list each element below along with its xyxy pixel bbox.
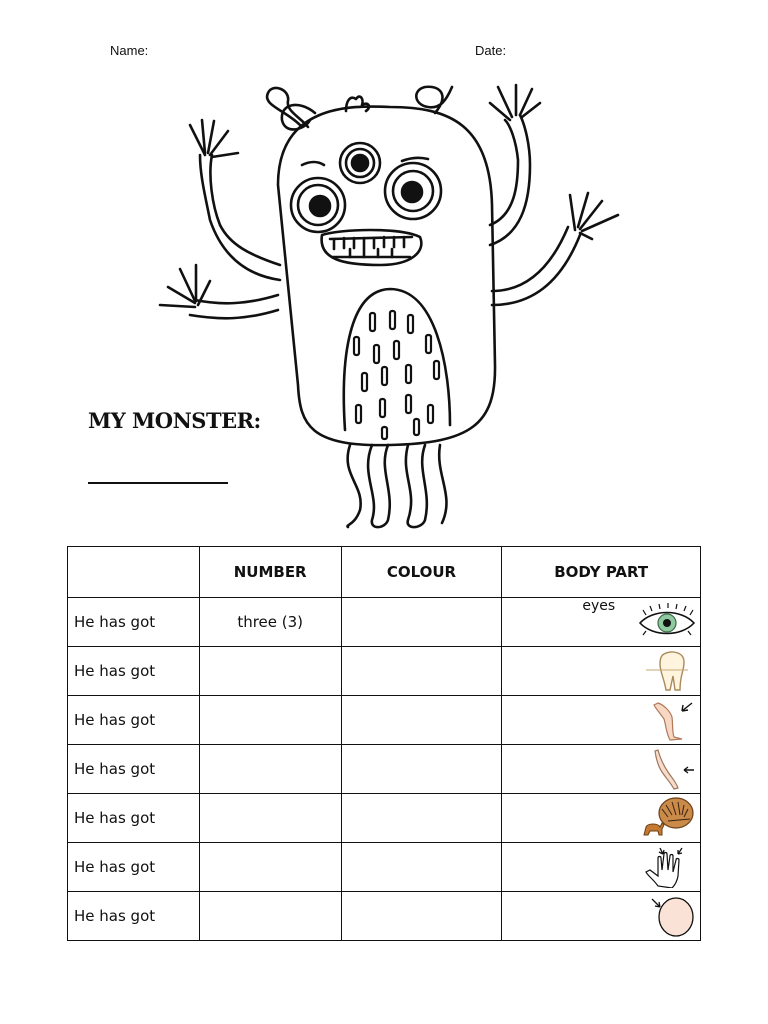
colour-cell[interactable] (341, 647, 502, 696)
leg-icon (638, 699, 696, 741)
number-cell[interactable] (199, 794, 341, 843)
body-part-cell[interactable] (502, 647, 701, 696)
table-row (68, 843, 701, 892)
table-row (68, 794, 701, 843)
row-label: He has got (68, 647, 200, 696)
colour-cell[interactable] (341, 598, 502, 647)
colour-cell[interactable] (341, 696, 502, 745)
body-part-text: eyes (582, 598, 616, 614)
colour-cell[interactable] (341, 794, 502, 843)
header-colour: COLOUR (341, 547, 502, 598)
head-icon (638, 895, 696, 937)
row-label: He has got (68, 843, 200, 892)
monster-illustration (150, 65, 630, 535)
tooth-icon (638, 650, 696, 692)
eye-icon (638, 601, 696, 643)
fur-icon (638, 797, 696, 839)
body-part-cell[interactable] (502, 892, 701, 941)
header-number: NUMBER (199, 547, 341, 598)
table-row (68, 745, 701, 794)
number-cell[interactable] (199, 843, 341, 892)
body-part-cell[interactable] (502, 843, 701, 892)
body-part-cell[interactable] (502, 794, 701, 843)
table-row (68, 696, 701, 745)
monster-name-line (88, 482, 228, 484)
number-cell[interactable] (199, 745, 341, 794)
date-label: Date: (475, 43, 507, 58)
number-cell[interactable] (199, 647, 341, 696)
row-label: He has got (68, 794, 200, 843)
body-parts-table (67, 546, 701, 941)
name-label: Name: (110, 43, 149, 58)
number-cell[interactable] (199, 892, 341, 941)
table-header-row (68, 547, 701, 598)
row-label: He has got (68, 598, 200, 647)
colour-cell[interactable] (341, 843, 502, 892)
number-cell[interactable]: three (3) (199, 598, 341, 647)
monster-title: MY MONSTER: (88, 408, 261, 433)
table-row (68, 598, 701, 647)
fingers-icon (638, 846, 696, 888)
header-empty (68, 547, 200, 598)
table-row (68, 647, 701, 696)
colour-cell[interactable] (341, 745, 502, 794)
body-part-cell[interactable] (502, 745, 701, 794)
table-row (68, 892, 701, 941)
number-cell[interactable] (199, 696, 341, 745)
header-body-part: BODY PART (502, 547, 701, 598)
row-label: He has got (68, 892, 200, 941)
row-label: He has got (68, 696, 200, 745)
colour-cell[interactable] (341, 892, 502, 941)
body-part-cell[interactable] (502, 696, 701, 745)
body-part-cell[interactable] (502, 598, 701, 647)
arm-icon (638, 748, 696, 790)
row-label: He has got (68, 745, 200, 794)
